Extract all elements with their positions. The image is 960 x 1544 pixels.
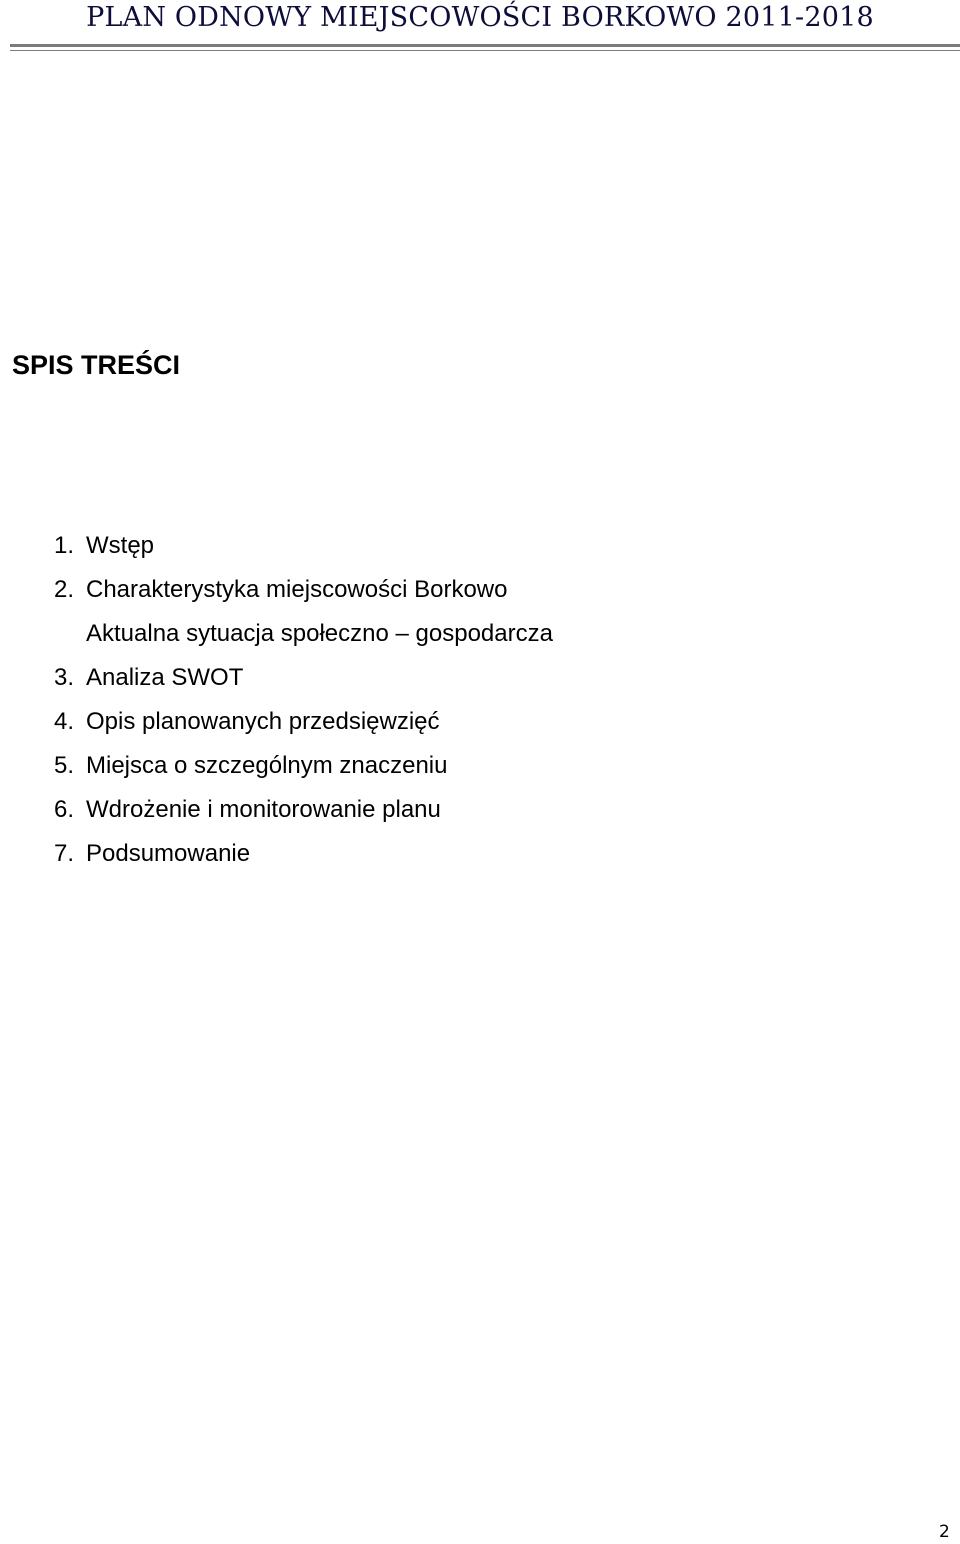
toc-item-label: Opis planowanych przedsięwzięć: [86, 708, 440, 735]
toc-item-label: Podsumowanie: [86, 840, 251, 867]
header-title: PLAN ODNOWY MIEJSCOWOŚCI BORKOWO 2011-2018: [86, 2, 874, 33]
toc-item-number: 4.: [54, 708, 75, 735]
header-rule-thick: [10, 44, 960, 47]
toc-item-label: Miejsca o szczególnym znaczeniu: [86, 752, 448, 779]
page-number: 2: [939, 1522, 950, 1542]
toc-item-label: Aktualna sytuacja społeczno – gospodarcza: [86, 620, 553, 647]
toc-item-number: 2.: [54, 576, 75, 603]
toc-item-number: 7.: [54, 840, 75, 867]
toc-item-number: 3.: [54, 664, 75, 691]
toc-item-number: 5.: [54, 752, 75, 779]
toc-item-label: Analiza SWOT: [86, 664, 244, 691]
toc-item-number: 6.: [54, 796, 75, 823]
toc-item-label: Wdrożenie i monitorowanie planu: [86, 796, 441, 823]
toc-item-label: Charakterystyka miejscowości Borkowo: [86, 576, 508, 603]
header-rule-thin: [10, 50, 960, 51]
toc-heading: SPIS TREŚCI: [12, 350, 181, 380]
toc-item-label: Wstęp: [86, 532, 155, 559]
toc-item-number: 1.: [54, 532, 75, 559]
